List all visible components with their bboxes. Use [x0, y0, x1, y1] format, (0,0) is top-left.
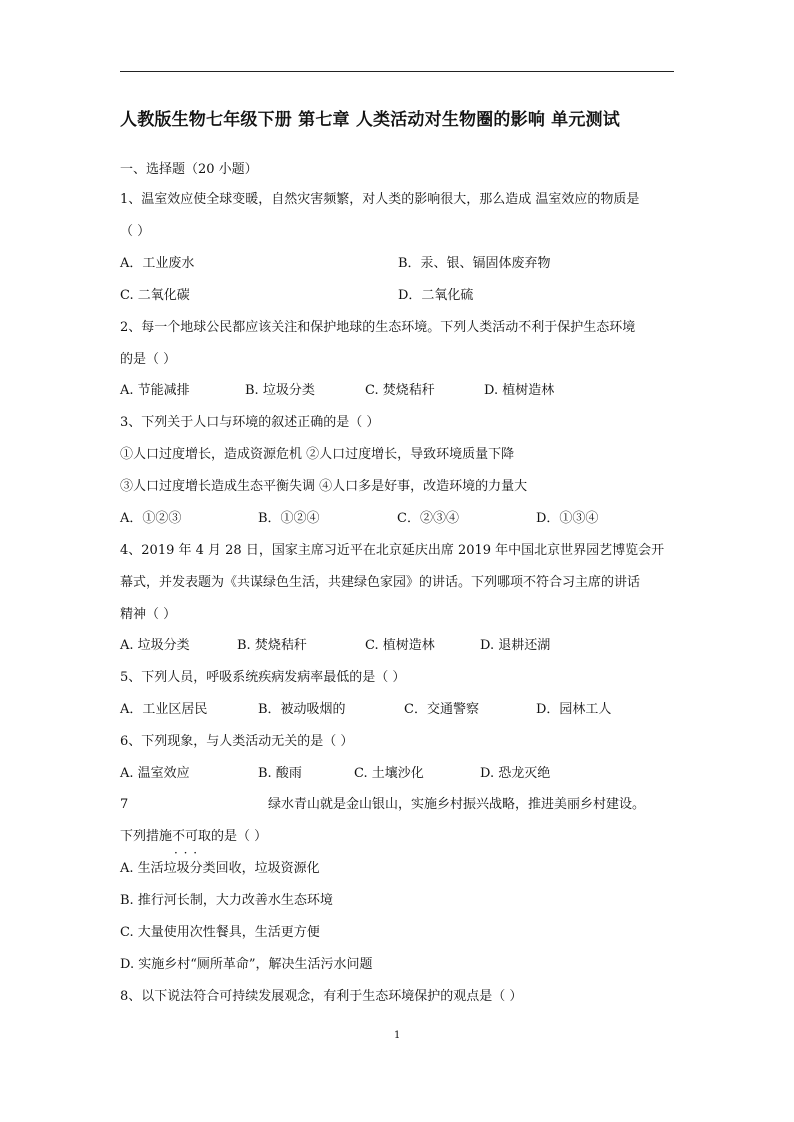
question-4-option-d: D. 退耕还湖	[480, 638, 551, 653]
question-4-stem-line-3: 精神（ ）	[120, 607, 177, 622]
question-4-option-b: B. 焚烧秸秆	[237, 638, 307, 653]
question-3-option-c: C．②③④	[397, 511, 459, 526]
question-3-option-a: A．①②③	[120, 511, 182, 526]
question-7-stem-pre: 下列措施	[120, 829, 173, 844]
page-title: 人教版生物七年级下册 第七章 人类活动对生物圈的影响 单元测试	[120, 110, 620, 130]
question-5-stem: 5、下列人员，呼吸系统疾病发病率最低的是（ ）	[120, 670, 406, 685]
question-2-stem-line-1: 2、每一个地球公民都应该关注和保护地球的生态环境。下列人类活动不利于保护生态环境	[120, 320, 636, 335]
question-7-option-c: C. 大量使用次性餐具，生活更方便	[120, 925, 320, 940]
question-2-option-c: C. 焚烧秸秆	[365, 383, 435, 398]
question-5-option-b: B．被动吸烟的	[258, 702, 346, 717]
question-6-stem: 6、下列现象，与人类活动无关的是（ ）	[120, 734, 354, 749]
question-4-option-a: A. 垃圾分类	[120, 638, 190, 653]
question-5-option-c: C．交通警察	[404, 702, 479, 717]
question-7-stem-post: 的是（ ）	[211, 829, 268, 844]
question-5-option-d: D．园林工人	[536, 702, 612, 717]
question-1-option-b: B．汞、银、镉固体废弃物	[398, 256, 551, 271]
question-3-option-b: B．①②④	[258, 511, 320, 526]
question-2-stem-line-2: 的是（ ）	[120, 352, 177, 367]
question-3-stem-line-1: 3、下列关于人口与环境的叙述正确的是（ ）	[120, 415, 380, 430]
question-7-option-a: A. 生活垃圾分类回收，垃圾资源化	[120, 861, 320, 876]
question-6-option-a: A. 温室效应	[120, 766, 190, 781]
question-7-emphasis: 不可取 · · ·	[172, 829, 211, 844]
question-5-option-a: A．工业区居民	[120, 702, 208, 717]
question-3-stem-line-2: ①人口过度增长，造成资源危机 ②人口过度增长，导致环境质量下降	[120, 447, 515, 462]
question-7-stem-line-1: 绿水青山就是金山银山，实施乡村振兴战略，推进美丽乡村建设。	[268, 797, 646, 812]
question-7-number: 7	[120, 797, 129, 812]
question-2-option-d: D. 植树造林	[484, 383, 555, 398]
question-4-stem-line-2: 幕式，并发表题为《共谋绿色生活，共建绿色家园》的讲话。下列哪项不符合习主席的讲话	[120, 575, 641, 590]
question-8-stem: 8、以下说法符合可持续发展观念，有利于生态环境保护的观点是（ ）	[120, 989, 523, 1004]
question-7-option-b: B. 推行河长制，大力改善水生态环境	[120, 893, 333, 908]
question-6-option-d: D. 恐龙灭绝	[480, 766, 551, 781]
question-1-stem-line-1: 1、温室效应使全球变暖，自然灾害频繁，对人类的影响很大，那么造成 温室效应的物质是	[120, 192, 640, 207]
page-number: 1	[394, 1030, 401, 1041]
question-1-option-d: D．二氧化硫	[398, 288, 474, 303]
header-rule	[120, 71, 674, 72]
question-3-stem-line-3: ③人口过度增长造成生态平衡失调 ④人口多是好事，改造环境的力量大	[120, 479, 528, 494]
question-4-stem-line-1: 4、2019 年 4 月 28 日，国家主席习近平在北京延庆出席 2019 年中国北京世界园艺博览会开	[120, 543, 665, 558]
question-2-option-b: B. 垃圾分类	[245, 383, 315, 398]
question-6-option-b: B. 酸雨	[258, 766, 302, 781]
question-1-option-a: A．工业废水	[120, 256, 195, 271]
question-7-stem-line-2	[120, 827, 267, 847]
question-1-option-c: C. 二氧化碳	[120, 288, 190, 303]
section-heading: 一、选择题（20 小题）	[120, 162, 258, 177]
question-1-stem-line-2: （ ）	[120, 224, 151, 239]
question-7-option-d: D. 实施乡村“厕所革命”，解决生活污水问题	[120, 957, 373, 972]
question-6-option-c: C. 土壤沙化	[354, 766, 424, 781]
question-3-option-d: D．①③④	[536, 511, 599, 526]
question-4-option-c: C. 植树造林	[365, 638, 435, 653]
question-2-option-a: A. 节能减排	[120, 383, 190, 398]
